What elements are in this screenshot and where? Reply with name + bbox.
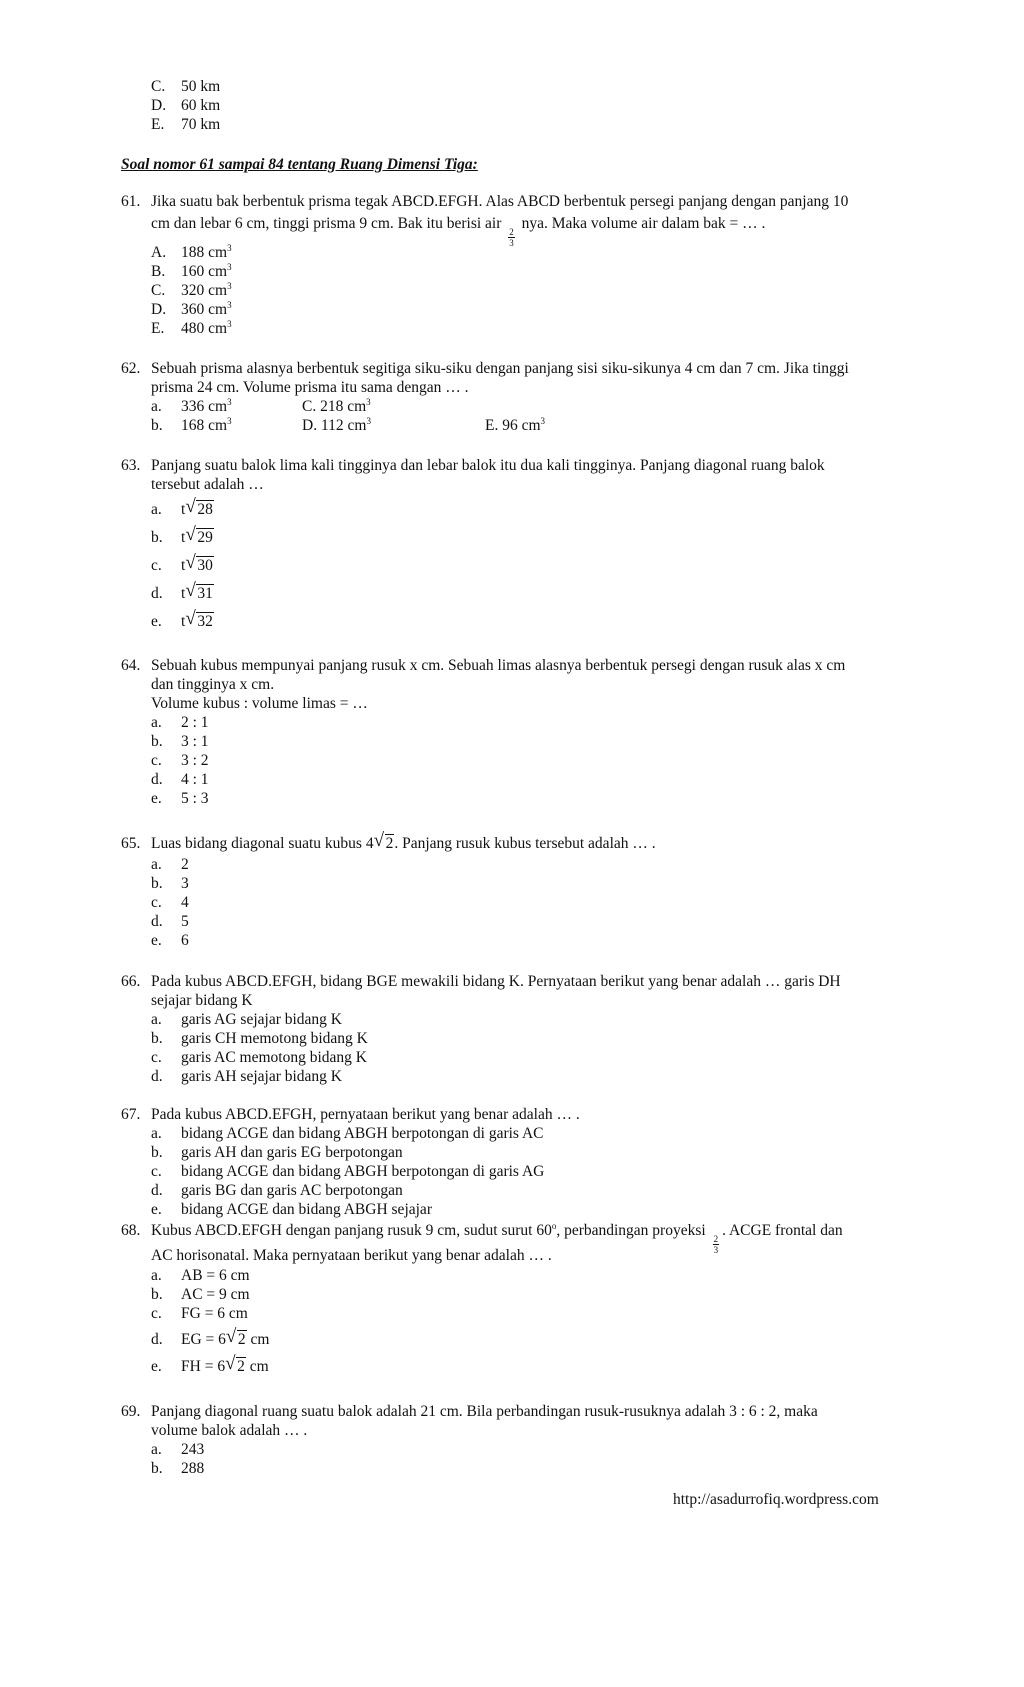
q65-option-a: a. 2: [151, 856, 189, 873]
question-61-number: 61.: [121, 193, 141, 210]
prev-option-c: C. 50 km: [151, 78, 221, 95]
q64-option-e: e. 5 : 3: [151, 790, 209, 807]
q68-option-d: d. EG = 6 √ 2 cm: [151, 1326, 270, 1348]
question-69-line1: Panjang diagonal ruang suatu balok adalah 21 cm. Bila perbandingan rusuk-rusuknya adalah 3 : 6 : 2, maka: [151, 1403, 818, 1420]
q62-option-b: b. 168 $cm^3$: [151, 416, 232, 434]
q61-option-d: D. 360 $cm^3$: [151, 300, 232, 318]
question-67-number: 67.: [121, 1106, 141, 1123]
q65-option-e: e. 6: [151, 932, 189, 949]
question-69-line2: volume balok adalah … .: [151, 1422, 308, 1439]
square-root: √ 2: [225, 1326, 246, 1348]
q63-option-d: d. t √ 31: [151, 580, 213, 602]
question-64-line1: Sebuah kubus mempunyai panjang rusuk x cm. Sebuah limas alasnya berbentuk persegi dengan rusuk alas x cm: [151, 657, 846, 674]
q64-option-b: b. 3 : 1: [151, 733, 209, 750]
question-67-line1: Pada kubus ABCD.EFGH, pernyataan berikut yang benar adalah … .: [151, 1106, 580, 1123]
fraction-two-thirds: $\frac{2}{3}$: [509, 227, 514, 248]
question-65-text: Luas bidang diagonal suatu kubus 4 √ 2. Panjang rusuk kubus tersebut adalah … .: [151, 830, 656, 852]
q68-option-b: b. AC = 9 cm: [151, 1286, 250, 1303]
q61-option-e: E. 480 $cm^3$: [151, 319, 232, 337]
q67-option-c: c. bidang ACGE dan bidang ABGH berpotongan di garis AG: [151, 1163, 545, 1180]
q68-option-c: c. FG = 6 cm: [151, 1305, 248, 1322]
q68-option-a: a. AB = 6 cm: [151, 1267, 250, 1284]
q61-option-c: C. 320 $cm^3$: [151, 281, 232, 299]
q66-option-b: b. garis CH memotong bidang K: [151, 1030, 368, 1047]
question-68-line1: Kubus ABCD.EFGH dengan panjang rusuk 9 cm, sudut surut 60$^o$, perbandingan proyeksi $\frac{2}{3}$ . ACGE frontal dan: [151, 1221, 843, 1255]
question-61-line1: Jika suatu bak berbentuk prisma tegak ABCD.EFGH. Alas ABCD berbentuk persegi panjang dengan panjang 10: [151, 193, 849, 210]
q67-option-a: a. bidang ACGE dan bidang ABGH berpotongan di garis AC: [151, 1125, 544, 1142]
q62-option-d: D. 112 $cm^3$: [302, 416, 371, 434]
question-63-line1: Panjang suatu balok lima kali tingginya dan lebar balok itu dua kali tingginya. Panjang diagonal ruang balok: [151, 457, 825, 474]
question-64-number: 64.: [121, 657, 141, 674]
q63-option-e: e. t √ 32: [151, 608, 213, 630]
q66-option-d: d. garis AH sejajar bidang K: [151, 1068, 342, 1085]
q65-option-c: c. 4: [151, 894, 189, 911]
footer-url: http://asadurrofiq.wordpress.com: [673, 1491, 879, 1508]
question-61-line2: cm dan lebar 6 cm, tinggi prisma 9 cm. Bak itu berisi air $\frac{2}{3}$ nya. Maka volume air dalam bak = … .: [151, 215, 766, 248]
square-root: √ 2: [373, 830, 394, 852]
q64-option-a: a. 2 : 1: [151, 714, 209, 731]
question-64-line2: dan tingginya x cm.: [151, 676, 275, 693]
question-66-line2: sejajar bidang K: [151, 992, 253, 1009]
square-root: √ 31: [185, 580, 213, 602]
question-63-number: 63.: [121, 457, 141, 474]
q62-option-a: a. 336 $cm^3$: [151, 397, 232, 415]
question-68-number: 68.: [121, 1222, 141, 1239]
square-root: √ 28: [185, 496, 213, 518]
q67-option-b: b. garis AH dan garis EG berpotongan: [151, 1144, 403, 1161]
prev-option-e: E. 70 km: [151, 116, 221, 133]
q66-option-a: a. garis AG sejajar bidang K: [151, 1011, 342, 1028]
question-66-line1: Pada kubus ABCD.EFGH, bidang BGE mewakili bidang K. Pernyataan berikut yang benar adalah … garis DH: [151, 973, 841, 990]
square-root: √ 32: [185, 608, 213, 630]
question-63-line2: tersebut adalah …: [151, 476, 264, 493]
question-64-line3: Volume kubus : volume limas = …: [151, 695, 368, 712]
q65-option-d: d. 5: [151, 913, 189, 930]
section-heading: Soal nomor 61 sampai 84 tentang Ruang Dimensi Tiga:: [121, 156, 478, 173]
q64-option-d: d. 4 : 1: [151, 771, 209, 788]
q62-option-c: C. 218 $cm^3$: [302, 397, 371, 415]
q63-option-a: a. t √ 28: [151, 496, 213, 518]
q66-option-c: c. garis AC memotong bidang K: [151, 1049, 367, 1066]
q63-option-b: b. t √ 29: [151, 524, 213, 546]
question-65-number: 65.: [121, 835, 141, 852]
question-66-number: 66.: [121, 973, 141, 990]
q63-option-c: c. t √ 30: [151, 552, 213, 574]
question-62-number: 62.: [121, 360, 141, 377]
q65-option-b: b. 3: [151, 875, 189, 892]
q67-option-d: d. garis BG dan garis AC berpotongan: [151, 1182, 403, 1199]
square-root: √ 2: [225, 1353, 245, 1375]
question-62-line2: prisma 24 cm. Volume prisma itu sama dengan … .: [151, 379, 469, 396]
question-69-number: 69.: [121, 1403, 141, 1420]
q62-option-e: E. 96 $cm^3$: [485, 416, 546, 434]
square-root: √ 30: [185, 552, 213, 574]
q61-option-a: A. 188 $cm^3$: [151, 243, 232, 261]
q61-option-b: B. 160 $cm^3$: [151, 262, 232, 280]
q68-option-e: e. FH = 6 √ 2 cm: [151, 1353, 269, 1375]
q69-option-b: b. 288: [151, 1460, 205, 1477]
q69-option-a: a. 243: [151, 1441, 205, 1458]
question-68-line2: AC horisonatal. Maka pernyataan berikut yang benar adalah … .: [151, 1247, 552, 1264]
square-root: √ 29: [185, 524, 213, 546]
prev-option-d: D. 60 km: [151, 97, 221, 114]
q67-option-e: e. bidang ACGE dan bidang ABGH sejajar: [151, 1201, 432, 1218]
fraction-two-thirds: $\frac{2}{3}$: [713, 1234, 719, 1255]
question-62-line1: Sebuah prisma alasnya berbentuk segitiga siku-siku dengan panjang sisi siku-sikunya 4 cm dan 7 cm. Jika tinggi: [151, 360, 849, 377]
q64-option-c: c. 3 : 2: [151, 752, 209, 769]
